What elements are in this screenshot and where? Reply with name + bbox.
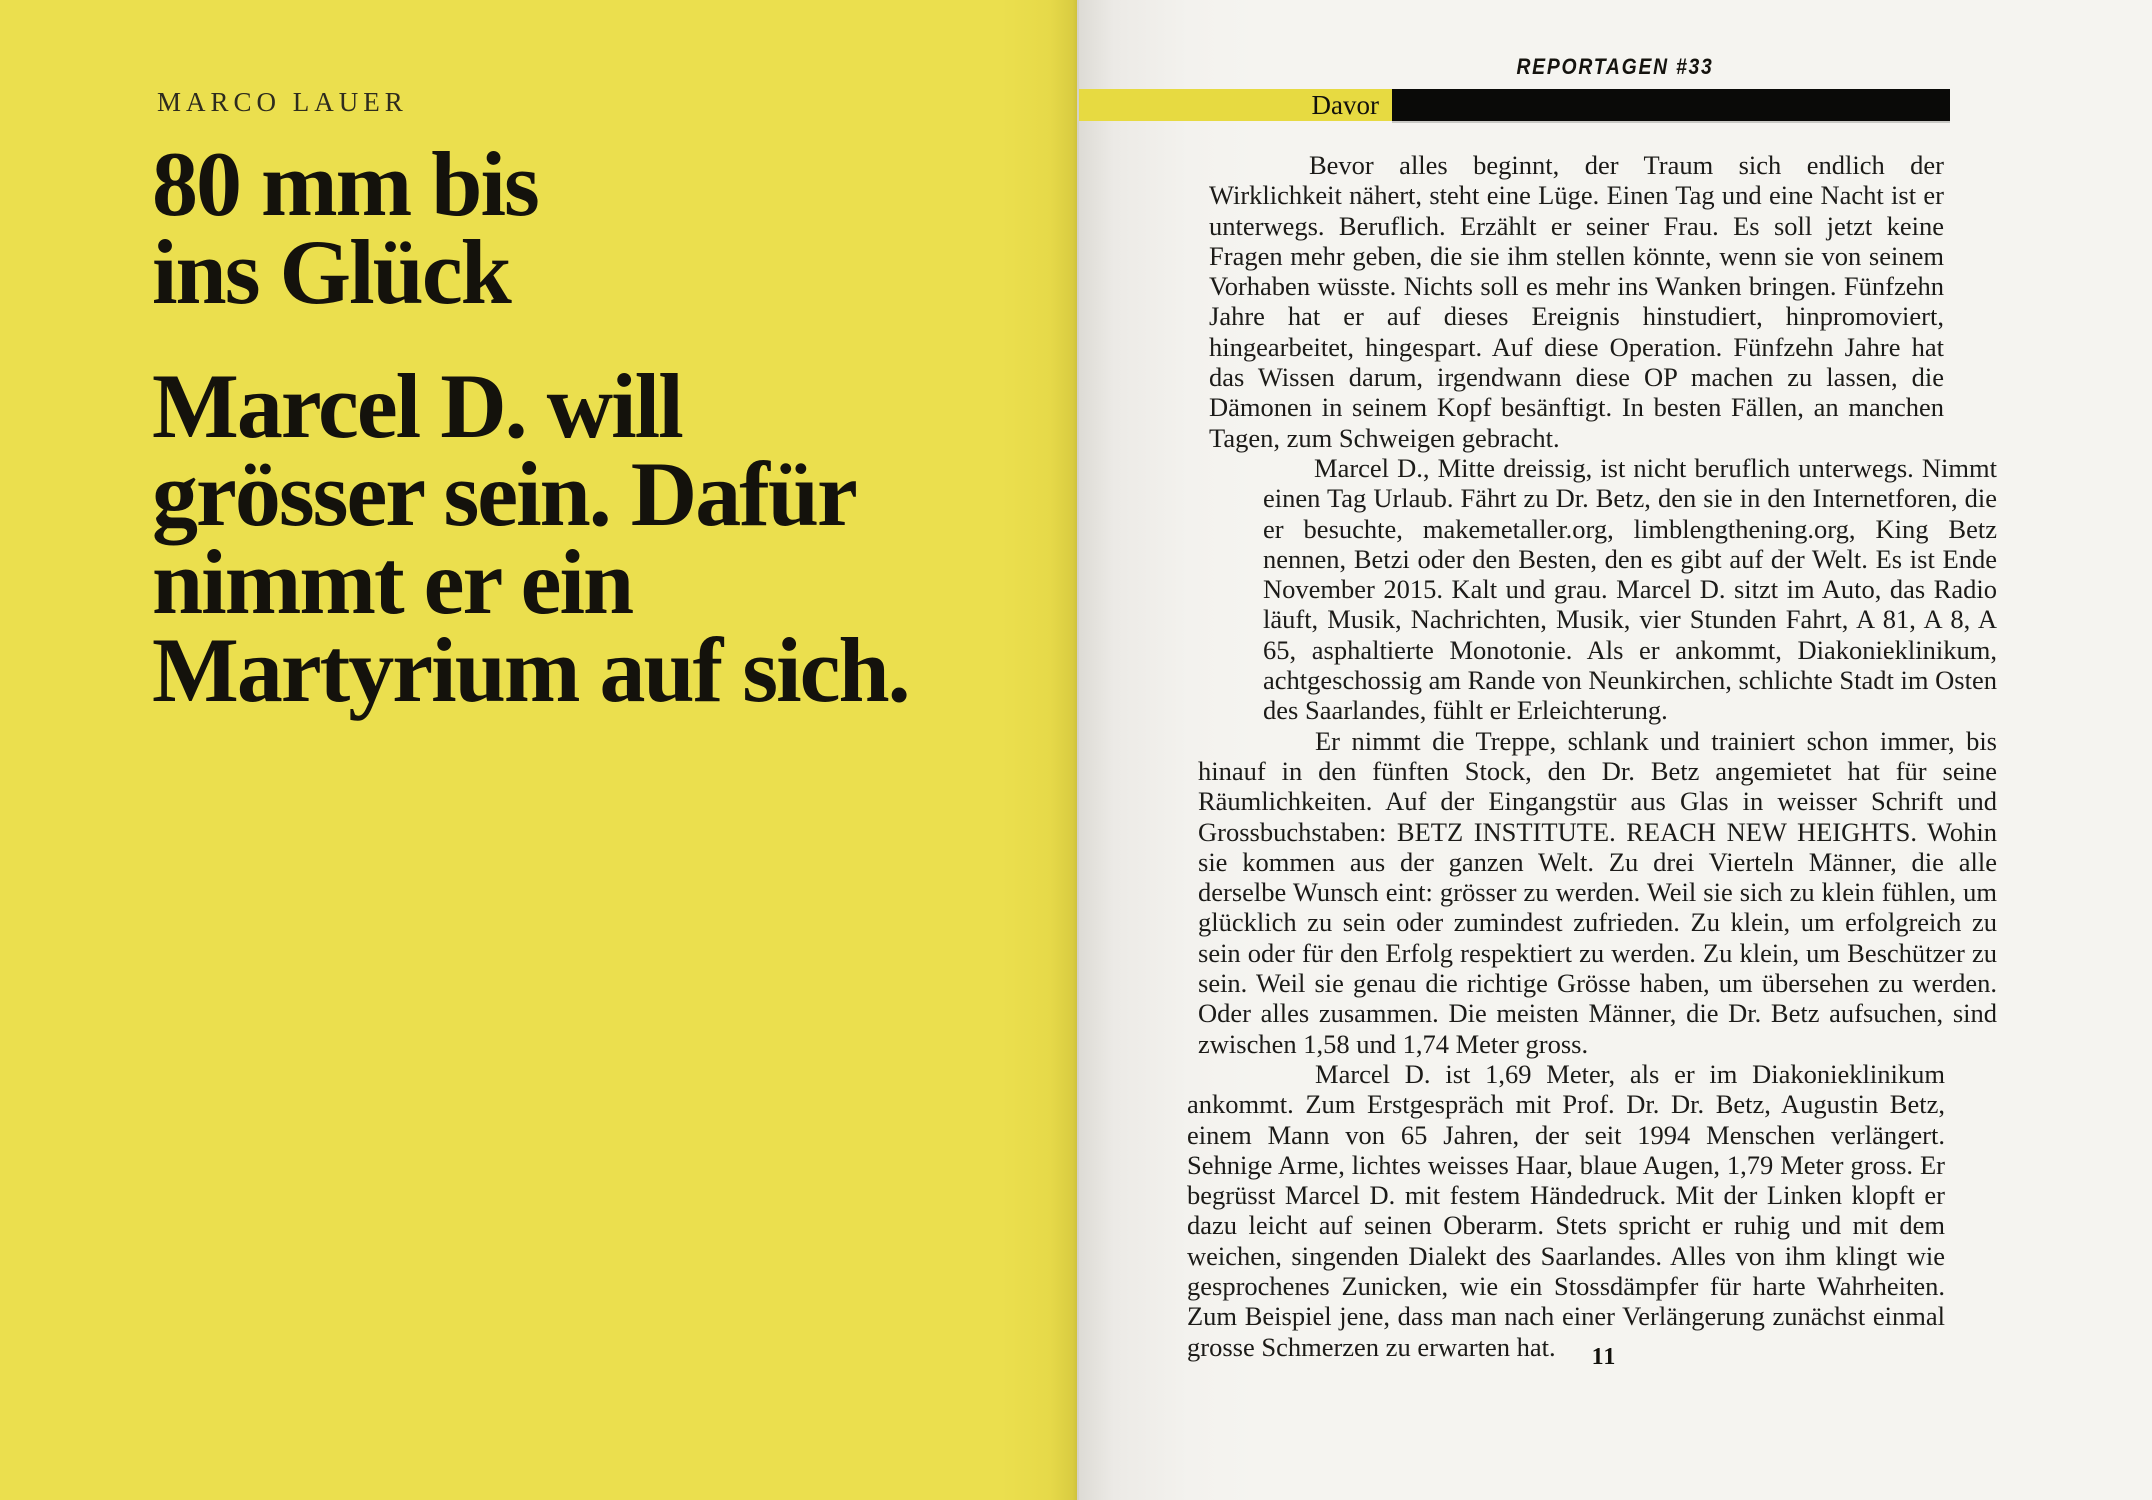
article-subtitle-line: Marcel D. will (152, 355, 682, 457)
paragraph: Er nimmt die Treppe, schlank und trainiert schon immer, bis hinauf in den fünften Stock, den Dr. Betz angemietet hat für seine Räumlichkeiten. Auf der Eingangstür aus Glas in weisser Schrift und Grossbuchstaben: BETZ INSTITUTE. REACH NEW HEIGHTS. Wohin sie kommen aus der ganzen Welt. Zu drei Vierteln Männer, die alle derselbe Wunsch eint: grösser zu werden. Weil sie sich zu klein fühlen, um glücklich zu sein oder zumindest zufrieden. Zu klein, um erfolgreich zu sein oder für den Erfolg respektiert zu werden. Zu klein, um Beschützer zu sein. Weil sie genau die richtige Grösse haben, um übersehen zu werden. Oder alles zusammen. Die meisten Männer, die Dr. Betz aufsuchen, sind zwischen 1,58 und 1,74 Meter gross. (1198, 725, 1997, 1059)
right-page (1077, 0, 2152, 1500)
running-header (1079, 54, 2152, 80)
paragraph: Bevor alles beginnt, der Traum sich endlich der Wirklichkeit nähert, steht eine Lüge. Einen Tag und eine Nacht ist er unterwegs. Beruflich. Erzählt er seiner Frau. Es soll jetzt keine Fragen mehr geben, die sie ihm stellen könnte, wenn sie von seinem Vorhaben wüsste. Nichts soll es mehr ins Wanken bringen. Fünfzehn Jahre hat er auf dieses Ereignis hinstudiert, hinpromoviert, hingearbeitet, hingespart. Auf diese Operation. Fünfzehn Jahre hat das Wissen darum, irgendwann diese OP machen zu lassen, die Dämonen in seinem Kopf besänftigt. In besten Fällen, an manchen Tagen, zum Schweigen gebracht. (1209, 150, 1944, 453)
article-title-line: ins Glück (152, 221, 510, 323)
author-name: MARCO LAUER (157, 87, 408, 117)
section-bar-black (1392, 89, 1950, 121)
article-title (152, 133, 538, 323)
article-subtitle-line: grösser sein. Dafür (152, 443, 856, 545)
section-bar-yellow (1079, 89, 1392, 121)
paragraph: Marcel D., Mitte dreissig, ist nicht beruflich unterwegs. Nimmt einen Tag Urlaub. Fährt zu Dr. Betz, den sie in den Internetforen, die er besuchte, makemetaller.org, limblengthening.org, King Betz nennen, Betzi oder den Besten, den es gibt auf der Welt. Es ist Ende November 2015. Kalt und grau. Marcel D. sitzt im Auto, das Radio läuft, Musik, Nachrichten, Musik, vier Stunden Fahrt, A 81, A 8, A 65, asphaltierte Monotonie. Als er ankommt, Diakonieklinikum, achtgeschossig am Rande von Neunkirchen, schlichte Stadt im Osten des Saarlandes, fühlt er Erleichterung. (1263, 452, 1997, 726)
page-number: 11 (1591, 1344, 1617, 1370)
article-subtitle (152, 355, 909, 721)
running-header-text: REPORTAGEN #33 (1516, 54, 1715, 79)
article-subtitle-line: nimmt er ein (152, 531, 633, 633)
section-bar (1079, 89, 1950, 121)
body-text (1079, 150, 2152, 1362)
paragraph: Marcel D. ist 1,69 Meter, als er im Diakonieklinikum ankommt. Zum Erstgespräch mit Prof. Dr. Dr. Betz, Augustin Betz, einem Mann von 65 Jahren, der seit 1994 Menschen verlängert. Sehnige Arme, lichtes weisses Haar, blaue Augen, 1,79 Meter gross. Er begrüsst Marcel D. mit festem Händedruck. Mit der Linken klopft er dazu leicht auf seinen Oberarm. Stets spricht er ruhig und mit dem weichen, singenden Dialekt des Saarlandes. Alles von ihm klingt wie gesprochenes Zunicken, wie ein Stossdämpfer für harte Wahrheiten. Zum Beispiel jene, dass man nach einer Verlängerung zunächst einmal grosse Schmerzen zu erwarten hat. (1187, 1058, 1945, 1362)
section-label: Davor (1311, 90, 1379, 120)
article-subtitle-line: Martyrium auf sich. (152, 619, 909, 721)
article-title-line: 80 mm bis (152, 133, 538, 235)
